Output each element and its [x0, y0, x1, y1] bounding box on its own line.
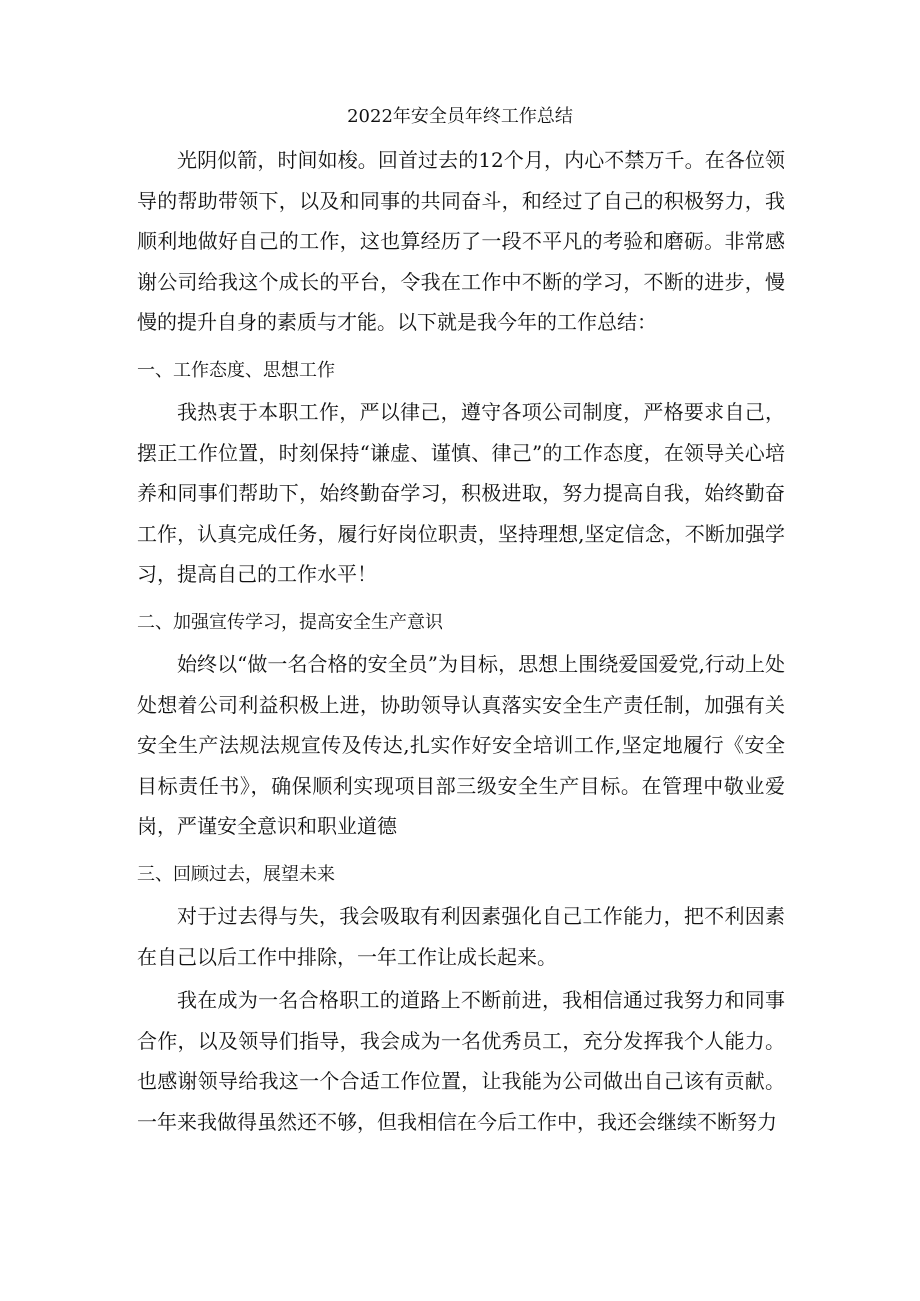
- section-heading-2: 二、加强宣传学习，提高安全生产意识: [137, 612, 443, 633]
- section-3-paragraph: 对于过去得与失，我会吸取有利因素强化自己工作能力，把不利因素在自己以后工作中排除，一年工作让成长起来。: [137, 904, 785, 969]
- section-1-paragraph: 我热衷于本职工作，严以律己，遵守各项公司制度，严格要求自己，摆正工作位置，时刻保持“谦虚、谨慎、律己”的工作态度，在领导关心培养和同事们帮助下，始终勤奋学习，积极进取，努力提高自我，始终勤奋工作，认真完成任务，履行好岗位职责，坚持理想,坚定信念，不断加强学习，提高自己的工作水平！: [137, 400, 785, 586]
- document-title: 2022年安全员年终工作总结: [347, 106, 573, 127]
- section-2-paragraph: 始终以“做一名合格的安全员”为目标，思想上围绕爱国爱党,行动上处处想着公司利益积极上进，协助领导认真落实安全生产责任制，加强有关安全生产法规法规宣传及传达,扎实作好安全培训工作,坚定地履行《安全目标责任书》，确保顺利实现项目部三级安全生产目标。在管理中敬业爱岗，严谨安全意识和职业道德: [137, 652, 785, 838]
- intro-paragraph: 光阴似箭，时间如梭。回首过去的12个月，内心不禁万千。在各位领导的帮助带领下，以及和同事的共同奋斗，和经过了自己的积极努力，我顺利地做好自己的工作，这也算经历了一段不平凡的考验和磨砺。非常感谢公司给我这个成长的平台，令我在工作中不断的学习，不断的进步，慢慢的提升自身的素质与才能。以下就是我今年的工作总结：: [137, 148, 785, 334]
- closing-paragraph: 我在成为一名合格职工的道路上不断前进，我相信通过我努力和同事合作，以及领导们指导，我会成为一名优秀员工，充分发挥我个人能力。也感谢领导给我这一个合适工作位置，让我能为公司做出自己该有贡献。一年来我做得虽然还不够，但我相信在今后工作中，我还会继续不断努力: [137, 988, 785, 1134]
- section-heading-3: 三、回顾过去，展望未来: [137, 864, 335, 885]
- section-heading-1: 一、工作态度、思想工作: [137, 360, 335, 381]
